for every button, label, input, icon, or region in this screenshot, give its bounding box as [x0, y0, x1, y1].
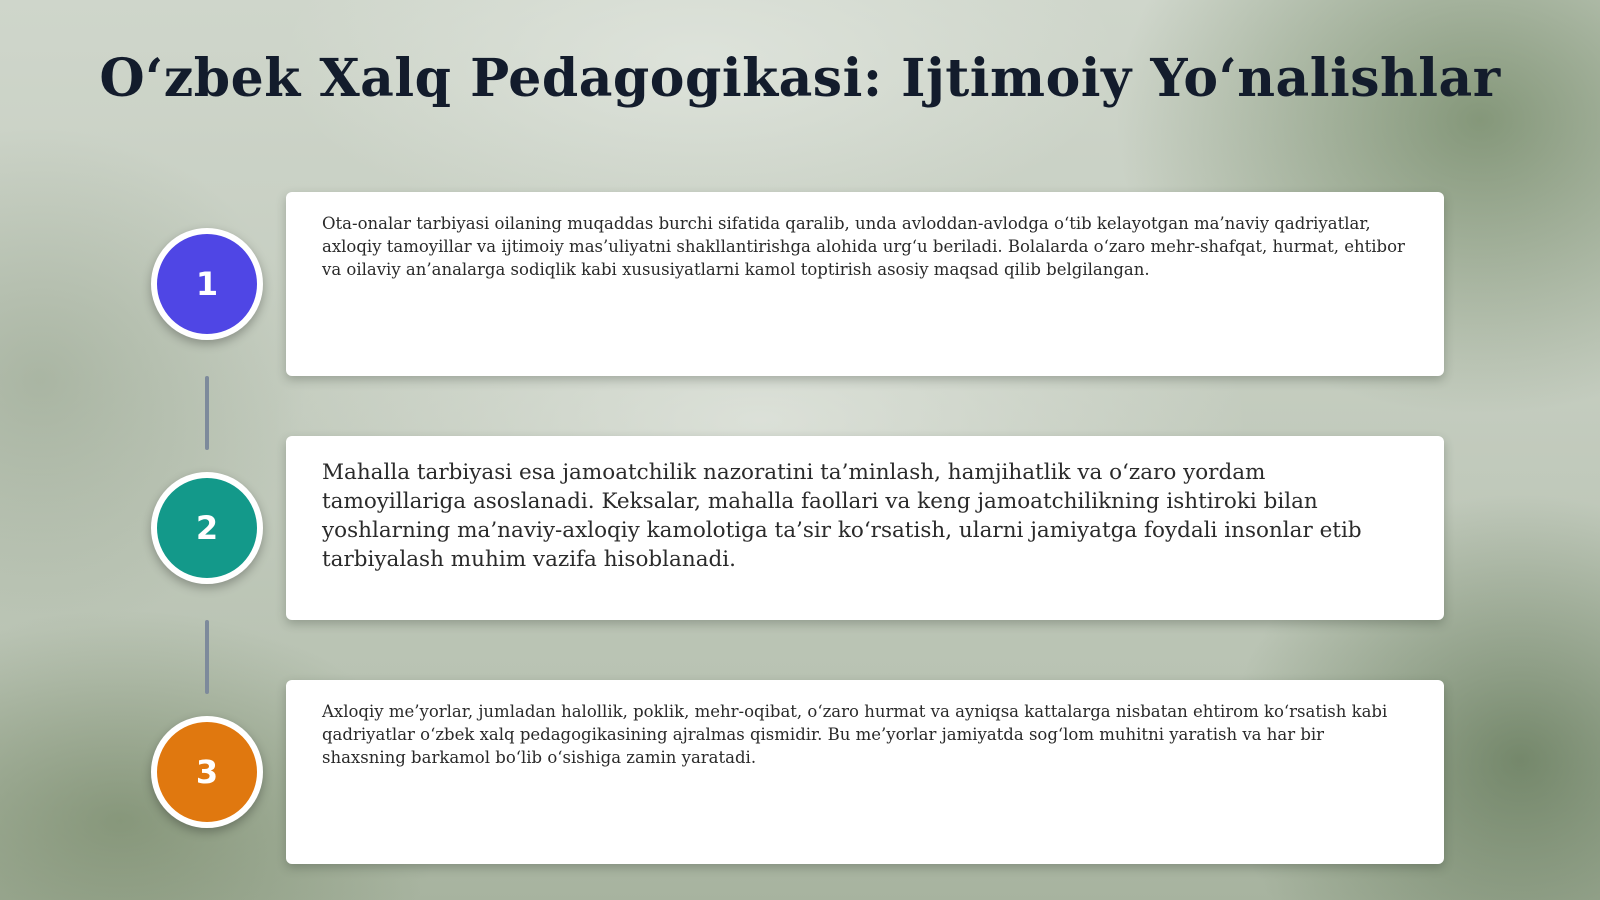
step-1-number-circle: [151, 228, 263, 340]
step-1-number: 1: [195, 265, 219, 303]
step-3-number-circle: [151, 716, 263, 828]
step-2-number: 2: [195, 509, 219, 547]
step-3-text: Axloqiy me’yorlar, jumladan halollik, poklik, mehr-oqibat, o‘zaro hurmat va ayniqsa kattalarga nisbatan ehtirom ko‘rsatish kabi qadriyatlar o‘zbek xalq pedagogikasining ajralmas qismidir. Bu me’yorlar jamiyatda sog‘lom muhitni yaratish va har bir shaxsning barkamol bo‘lib o‘sishiga zamin yaratadi.: [322, 702, 1388, 767]
step-2-card: [286, 436, 1444, 620]
step-2-text: Mahalla tarbiyasi esa jamoatchilik nazoratini ta’minlash, hamjihatlik va o‘zaro yordam tamoyillariga asoslanadi. Keksalar, mahalla faollari va keng jamoatchilikning ishtiroki bilan yoshlarning ma’naviy-axloqiy kamolotiga ta’sir ko‘rsatish, ularni jamiyatga foydali insonlar etib tarbiyalash muhim vazifa hisoblanadi.: [322, 460, 1362, 572]
step-2-number-circle: [151, 472, 263, 584]
step-3-number: 3: [195, 753, 219, 791]
step-1-text: Ota-onalar tarbiyasi oilaning muqaddas burchi sifatida qaralib, unda avloddan-avlodga o‘tib kelayotgan ma’naviy qadriyatlar, axloqiy tamoyillar va ijtimoiy mas’uliyatni shakllantirishga alohida urg‘u beriladi. Bolalarda o‘zaro mehr-shafqat, hurmat, ehtibor va oilaviy an’analarga sodiqlik kabi xususiyatlarni kamol toptirish asosiy maqsad qilib belgilangan.: [322, 214, 1405, 279]
step-3-card: [286, 680, 1444, 864]
step-connector-2-3: [205, 620, 209, 694]
page-title: O‘zbek Xalq Pedagogikasi: Ijtimoiy Yo‘nalishlar: [99, 48, 1501, 109]
step-1-card: [286, 192, 1444, 376]
step-connector-1-2: [205, 376, 209, 450]
